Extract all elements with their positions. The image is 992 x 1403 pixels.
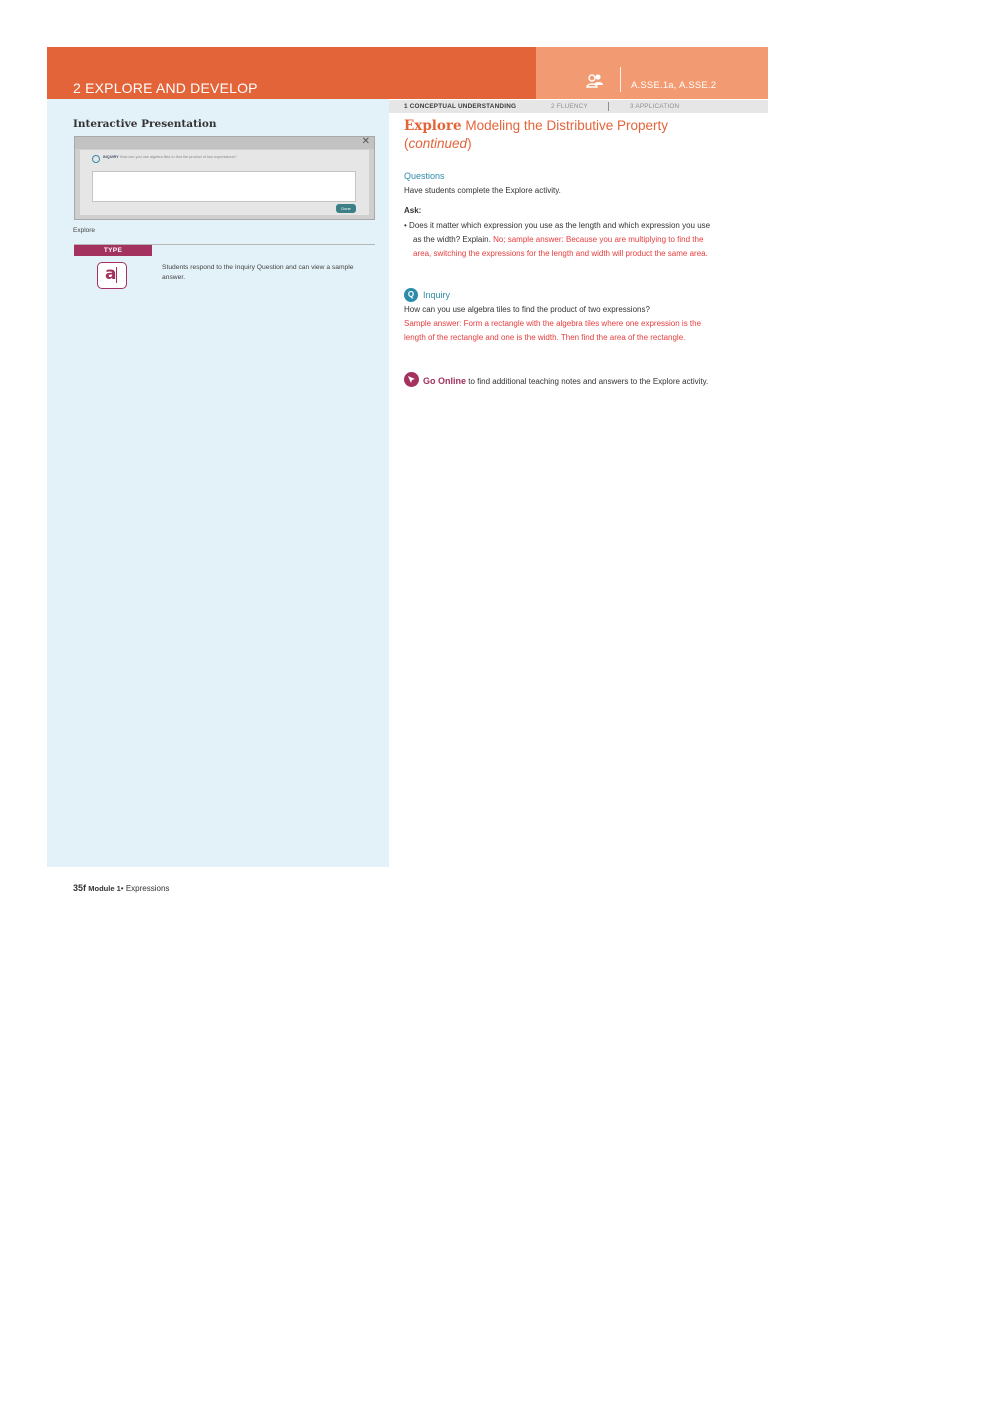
module-label: Module 1	[88, 884, 121, 893]
screenshot-content	[80, 150, 369, 215]
people-icon	[586, 73, 604, 89]
go-online-text: to find additional teaching notes and answers to the Explore activity.	[468, 377, 709, 386]
ask-bullet-item	[404, 219, 718, 261]
paren-close: )	[467, 136, 472, 151]
tab-fluency: 2 FLUENCY	[551, 103, 588, 110]
interactive-presentation-panel	[47, 99, 389, 867]
type-icon-letter: a	[105, 264, 117, 284]
footer-separator: •	[120, 884, 124, 893]
tab-application: 3 APPLICATION	[630, 103, 680, 110]
page-number: 35f	[73, 883, 87, 893]
screenshot-caption: Explore	[73, 227, 96, 234]
tab-conceptual-understanding: 1 CONCEPTUAL UNDERSTANDING	[404, 103, 517, 110]
cursor-arrow-icon	[407, 375, 416, 384]
screenshot-inquiry-question: How can you use algebra tiles to find the product of two expressions?	[119, 155, 237, 159]
screenshot-inquiry-label: INQUIRY	[103, 155, 119, 159]
close-icon: ✕	[361, 136, 370, 147]
explore-heading	[404, 117, 734, 152]
inquiry-icon	[92, 155, 100, 163]
explore-title: Modeling the Distributive Property	[465, 118, 668, 133]
type-tag: TYPE	[74, 245, 152, 256]
screenshot-inquiry-text	[103, 155, 236, 159]
paren-open: (	[404, 136, 409, 151]
ask-answer: No; sample answer: Because you are multiplying to find the area, switching the expressions for the length and width will product the same area.	[413, 235, 708, 258]
tab-separator	[608, 102, 609, 111]
continued-label: continued	[408, 136, 468, 151]
questions-text: Have students complete the Explore activity.	[404, 186, 561, 195]
banner-divider	[620, 67, 621, 92]
explore-word: Explore	[404, 118, 462, 134]
lesson-phase-tabs	[389, 100, 768, 113]
ask-question: Does it matter which expression you use as the length and which expression you use as the width? Explain.	[409, 221, 711, 244]
type-description: Students respond to the Inquiry Question and can view a sample answer.	[162, 264, 354, 281]
inquiry-heading: Inquiry	[423, 290, 451, 300]
inquiry-answer: Sample answer: Form a rectangle with the algebra tiles where one expression is the length of the rectangle and one is the width. Then find the area of the rectangle.	[404, 319, 702, 342]
inquiry-block	[404, 303, 714, 345]
inquiry-question: How can you use algebra tiles to find the product of two expressions?	[404, 305, 650, 314]
screenshot-titlebar	[75, 137, 374, 149]
standards-label: A.SSE.1a, A.SSE.2	[631, 80, 717, 91]
go-online-icon	[404, 372, 419, 387]
panel-heading: Interactive Presentation	[73, 118, 217, 130]
page-footer	[73, 883, 169, 893]
ask-label: Ask:	[404, 206, 422, 215]
go-online-link[interactable]: Go Online	[423, 376, 467, 386]
inquiry-icon: Q	[404, 288, 418, 302]
standards-banner	[536, 47, 768, 99]
answer-textbox	[92, 171, 356, 202]
section-title: 2 EXPLORE AND DEVELOP	[73, 80, 258, 96]
bullet-marker: •	[404, 221, 407, 230]
explore-screenshot	[74, 136, 375, 220]
text-cursor-icon	[116, 267, 117, 283]
section-banner	[47, 47, 536, 99]
go-online-text-block	[423, 374, 713, 389]
done-button: Done	[336, 204, 356, 213]
type-text-icon	[97, 262, 127, 289]
questions-heading: Questions	[404, 171, 445, 181]
module-title: Expressions	[125, 884, 170, 893]
